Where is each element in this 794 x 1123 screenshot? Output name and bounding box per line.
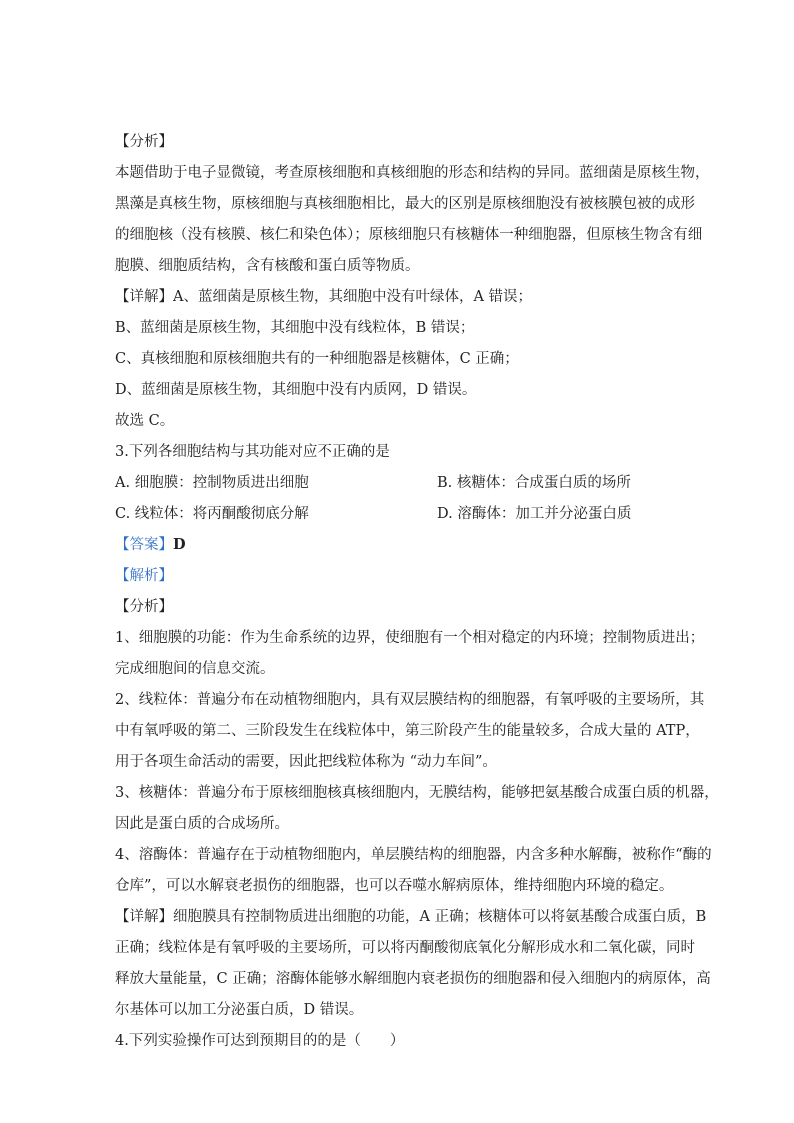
detail-line: 释放大量能量，C 正确；溶酶体能够水解细胞内衰老损伤的细胞器和侵入细胞内的病原体，高 (115, 971, 711, 987)
conclusion-line: 故选 C。 (115, 413, 175, 429)
answer-line (115, 535, 685, 555)
option-b: B. 核糖体：合成蛋白质的场所 (437, 475, 631, 491)
analysis-heading: 【分析】 (115, 599, 173, 615)
detail-text: A、蓝细菌是原核生物，其细胞中没有叶绿体，A 错误； (173, 289, 533, 305)
analysis-line: 4、溶酶体：普遍存在于动植物细胞内，单层膜结构的细胞器，内含多种水解酶，被称作“酶的 (115, 847, 712, 863)
option-a: A. 细胞膜：控制物质进出细胞 (115, 475, 309, 491)
option-d: D. 溶酶体：加工并分泌蛋白质 (437, 506, 632, 522)
analysis-line: 本题借助于电子显微镜，考查原核细胞和真核细胞的形态和结构的异同。蓝细菌是原核生物， (115, 165, 710, 181)
answer-value: D (173, 536, 186, 553)
detail-text: 细胞膜具有控制物质进出细胞的功能，A 正确；核糖体可以将氨基酸合成蛋白质，B (173, 909, 707, 925)
analysis-line: 因此是蛋白质的合成场所。 (115, 816, 289, 832)
analysis-line: 中有氧呼吸的第二、三阶段发生在线粒体中，第三阶段产生的能量较多，合成大量的 ATP， (115, 723, 700, 739)
question-stem: 4.下列实验操作可达到预期目的的是（ ） (115, 1033, 405, 1049)
analysis-line: 2、线粒体：普遍分布在动植物细胞内，具有双层膜结构的细胞器，有氧呼吸的主要场所，其 (115, 692, 705, 708)
explain-tag: 【解析】 (115, 568, 173, 584)
analysis-line: 胞膜、细胞质结构，含有核酸和蛋白质等物质。 (115, 258, 420, 274)
option-c: C. 线粒体：将丙酮酸彻底分解 (115, 506, 309, 522)
detail-line: 正确；线粒体是有氧呼吸的主要场所，可以将丙酮酸彻底氧化分解形成水和二氧化碳，同时 (115, 940, 695, 956)
detail-line (115, 287, 685, 307)
analysis-line: 用于各项生命活动的需要，因此把线粒体称为 “动力车间”。 (115, 754, 497, 770)
detail-line: C、真核细胞和原核细胞共有的一种细胞器是核糖体，C 正确； (115, 351, 519, 367)
detail-line (115, 907, 707, 927)
detail-tag: 【详解】 (115, 289, 173, 305)
analysis-heading: 【分析】 (115, 134, 173, 150)
analysis-line: 仓库”，可以水解衰老损伤的细胞器，也可以吞噬水解病原体，维持细胞内环境的稳定。 (115, 878, 674, 894)
detail-tag: 【详解】 (115, 909, 173, 925)
detail-line: B、蓝细菌是原核生物，其细胞中没有线粒体，B 错误； (115, 320, 475, 336)
question-stem: 3.下列各细胞结构与其功能对应不正确的是 (115, 444, 390, 460)
analysis-line: 的细胞核（没有核膜、核仁和染色体）；原核细胞只有核糖体一种细胞器，但原核生物含有细 (115, 227, 703, 243)
analysis-line: 1、细胞膜的功能：作为生命系统的边界，使细胞有一个相对稳定的内环境；控制物质进出； (115, 630, 705, 646)
analysis-line: 黑藻是真核生物，原核细胞与真核细胞相比，最大的区别是原核细胞没有被核膜包被的成形 (115, 196, 695, 212)
analysis-line: 完成细胞间的信息交流。 (115, 661, 275, 677)
analysis-line: 3、核糖体：普遍分布于原核细胞核真核细胞内，无膜结构，能够把氨基酸合成蛋白质的机器， (115, 785, 719, 801)
detail-line: D、蓝细菌是原核生物，其细胞中没有内质网，D 错误。 (115, 382, 477, 398)
detail-line: 尔基体可以加工分泌蛋白质，D 错误。 (115, 1002, 364, 1018)
answer-tag: 【答案】 (115, 537, 173, 553)
